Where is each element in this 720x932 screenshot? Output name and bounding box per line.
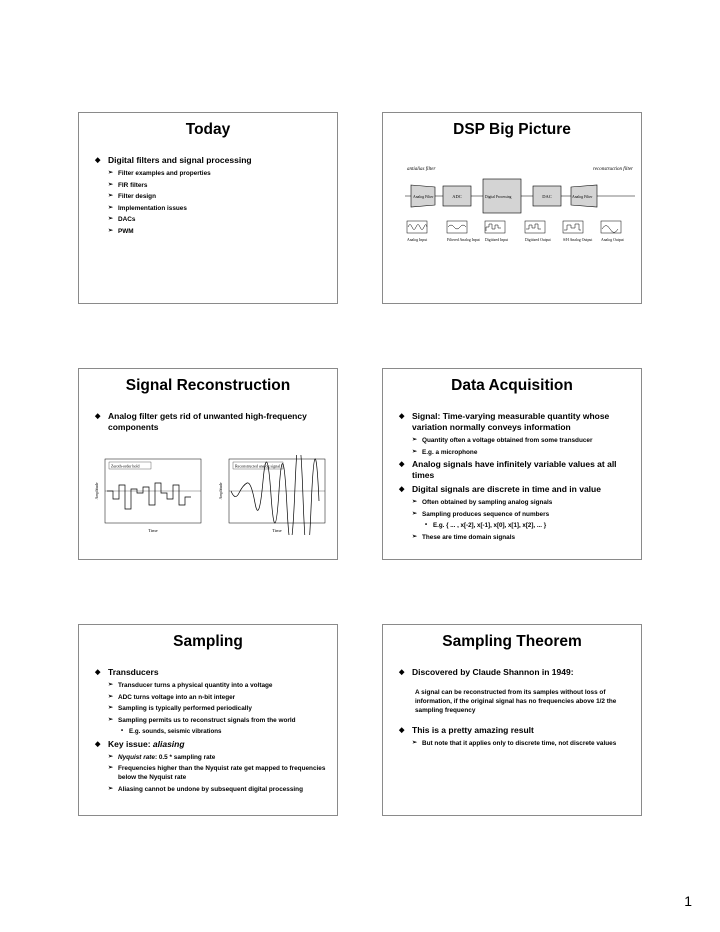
signal-label: Analog Output [601,238,624,242]
reconstructed-signal-plot [217,455,329,535]
slide-sampling [78,624,338,816]
slide-content [399,667,631,751]
signal-label: Analog Input [407,238,428,242]
signal-label: Filtered Analog Input [447,238,480,242]
antialias-filter-label: antialias filter [407,167,436,172]
sub-bullet: ➢ These are time domain signals [412,533,631,542]
sub-bullet [108,753,327,762]
page-number: 1 [684,893,692,909]
block-label: ADC [452,194,462,199]
sub-bullet: ➢ Filter examples and properties [108,169,327,178]
sub-bullet-text: : 0.5 * sampling rate [154,753,216,761]
sub-bullet: ➢ Quantity often a voltage obtained from some transducer [412,436,631,445]
bullet: ◆ Digital signals are discrete in time and in value [399,484,631,495]
slide-content [95,155,327,238]
signal-label: Digitized Input [485,238,509,242]
plot-ylabel: Amplitude [218,482,223,500]
slide-content [95,667,327,796]
block-label: Analog Filter [572,195,593,199]
plot-xlabel: Time [148,528,158,533]
bullet: ◆ Digital filters and signal processing [95,155,327,166]
plot-legend: Reconstructed analog signal [235,463,281,469]
slide-today [78,112,338,304]
bullet: ◆ Analog filter gets rid of unwanted high-frequency components [95,411,327,433]
slide-sampling-theorem [382,624,642,816]
slide-title: Signal Reconstruction [125,377,291,394]
sub-bullet: ➢ Sampling permits us to reconstruct signals from the world [108,716,327,725]
slide-content [95,411,327,436]
sub-bullet: ➢ Frequencies higher than the Nyquist rate get mapped to frequencies below the Nyquist rate [108,764,327,782]
sub-bullet: ➢ Sampling is typically performed periodically [108,704,327,713]
sub-bullet: ➢ ADC turns voltage into an n-bit integer [108,693,327,702]
bullet: ◆ Transducers [95,667,327,678]
block-label: Digital Processing [485,195,512,199]
sub-bullet: ➢ PWM [108,227,327,236]
bullet: ◆ Signal: Time-varying measurable quantity whose variation normally conveys information [399,411,631,433]
sub-sub-bullet: • E.g. { ... , x[-2], x[-1], x[0], x[1], x[2], ... } [425,521,631,530]
reconstruction-filter-label: reconstruction filter [593,167,633,172]
slide-title: DSP Big Picture [453,121,571,138]
sub-bullet-emphasis: Nyquist rate [118,753,155,761]
sub-bullet: ➢ But note that it applies only to discrete time, not discrete values [412,739,631,748]
sub-bullet: ➢ Filter design [108,192,327,201]
plot-ylabel: Amplitude [94,482,99,500]
bullet: ◆ Discovered by Claude Shannon in 1949: [399,667,631,678]
sub-sub-bullet: • E.g. sounds, seismic vibrations [121,727,327,736]
bullet: ◆ This is a pretty amazing result [399,725,631,736]
sub-bullet: ➢ Often obtained by sampling analog signals [412,498,631,507]
slide-dsp-big-picture [382,112,642,304]
bullet: ◆ Analog signals have infinitely variable values at all times [399,459,631,481]
slide-title: Sampling [173,633,243,650]
plot-legend: Zeroth-order hold [111,463,140,469]
bullet [95,739,327,750]
sub-bullet: ➢ DACs [108,215,327,224]
sub-bullet: ➢ Implementation issues [108,204,327,213]
bullet-text: Key issue: [108,738,153,749]
slide-title: Sampling Theorem [442,633,582,650]
slide-title: Data Acquisition [451,377,573,394]
signal-label: S/H Analog Output [563,238,593,242]
sub-bullet: ➢ FIR filters [108,181,327,190]
sub-bullet: ➢ Transducer turns a physical quantity into a voltage [108,681,327,690]
theorem-quote: A signal can be reconstructed from its samples without loss of information, if the original signal has no frequencies above 1/2 the sampling frequency [415,689,617,714]
block-label: Analog Filter [413,195,434,199]
sub-bullet: ➢ E.g. a microphone [412,448,631,457]
block-label: DAC [542,194,552,199]
slide-content [399,411,631,544]
zeroth-order-hold-plot [93,455,205,535]
signal-thumbnails [407,221,621,233]
plot-xlabel: Time [272,528,282,533]
dsp-block-diagram [405,163,635,263]
bullet-emphasis: aliasing [152,738,185,749]
sub-bullet: ➢ Aliasing cannot be undone by subsequent digital processing [108,785,327,794]
slide-title: Today [185,121,231,138]
slide-data-acquisition [382,368,642,560]
signal-label: Digitized Output [525,238,551,242]
slide-signal-reconstruction [78,368,338,560]
sub-bullet: ➢ Sampling produces sequence of numbers [412,510,631,519]
